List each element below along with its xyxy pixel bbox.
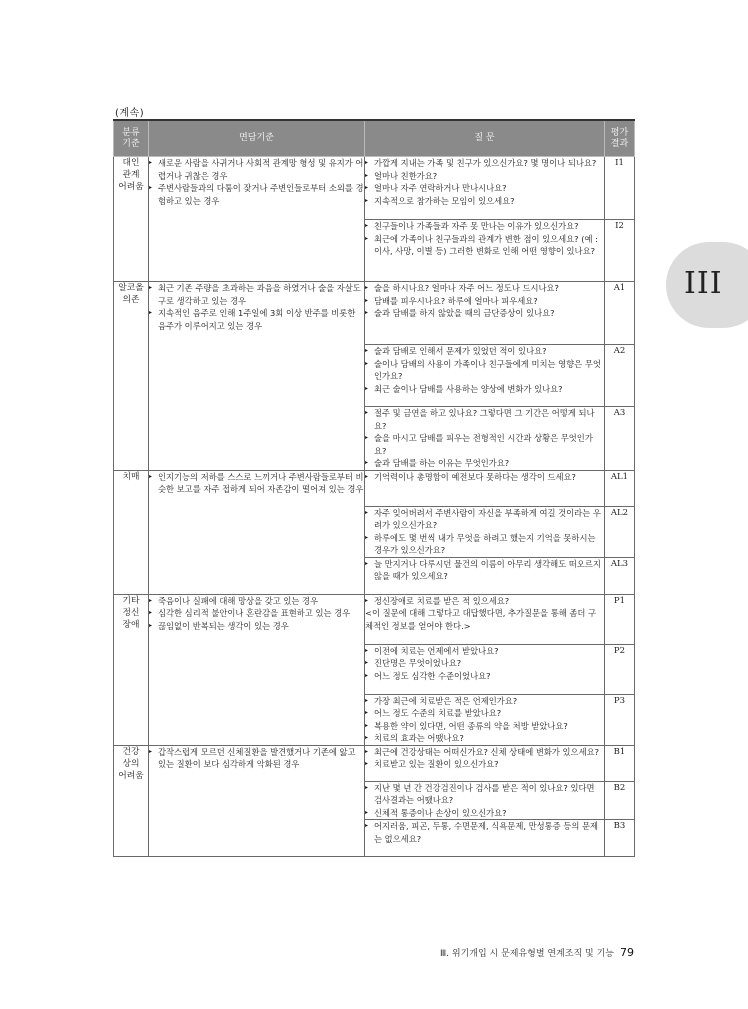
question-group <box>365 345 605 407</box>
question-item: ▸ 담배를 피우시나요? 하루에 얼마나 피우세요? <box>365 295 604 308</box>
criteria-list <box>149 595 364 633</box>
question-list <box>365 820 604 845</box>
question-group <box>365 557 605 594</box>
question-item: ▸ 이전에 치료는 언제에서 받았나요? <box>365 645 604 658</box>
section-category <box>114 470 149 594</box>
continued-label: (계속) <box>115 108 145 119</box>
criteria-item: ▸ 갑작스럽게 모르던 신체질환을 발견했거나 기존에 앓고 있는 질환이 보다 심각하게 악화된 경우 <box>149 746 364 771</box>
grade-code: B3 <box>605 820 635 857</box>
table-row <box>114 745 635 781</box>
question-list <box>365 595 604 633</box>
question-item: ▸ 최근에 가족이나 친구들과의 관계가 변한 점이 있으세요? (예 : 이사, 사망, 이별 등) 그러한 변화로 인해 어떤 영향이 있나요? <box>365 233 604 258</box>
grade-code: P2 <box>605 644 635 694</box>
criteria-item: ▸ 심각한 심리적 불안이나 혼란감을 표현하고 있는 경우 <box>149 607 364 620</box>
category-label: 대인 <box>122 158 140 168</box>
criteria-item: ▸ 인지기능의 저하를 스스로 느끼거나 주변사람들로부터 비슷한 보고를 자주 접하게 되어 자존감이 떨어져 있는 경우 <box>149 471 364 496</box>
category-label: 관계 <box>122 170 140 180</box>
criteria-list <box>149 746 364 771</box>
grade-code: A1 <box>605 282 635 345</box>
table-row <box>114 470 635 506</box>
grade-code: I1 <box>605 157 635 220</box>
criteria-item: ▸ 죽음이나 실패에 대해 망상을 갖고 있는 경우 <box>149 595 364 608</box>
header-category: 분류 기준 <box>114 120 149 157</box>
question-list <box>365 558 604 583</box>
page-footer <box>440 946 634 959</box>
question-item: ▸ 진단명은 무엇이었나요? <box>365 657 604 670</box>
header-grade: 평가 결과 <box>605 120 635 157</box>
chapter-tab-label: III <box>684 266 723 301</box>
question-group <box>365 407 605 471</box>
question-item: ▸ 지속적으로 참가하는 모임이 있으세요? <box>365 195 604 208</box>
category-label: 어려움 <box>118 182 144 192</box>
question-item: ▸ 어지러움, 피곤, 두통, 수면문제, 식욕문제, 만성통증 등의 문제는 없으세요? <box>365 820 604 845</box>
grade-code: B2 <box>605 781 635 820</box>
category-label: 알코올 <box>118 283 144 293</box>
section-criteria <box>149 594 365 745</box>
question-item: ▸ 술과 담배로 인해서 문제가 있었던 적이 있나요? <box>365 345 604 358</box>
section-criteria <box>149 470 365 594</box>
question-item: ▸ 절주 및 금연을 하고 있나요? 그렇다면 그 기간은 어떻게 되나요? <box>365 407 604 432</box>
table-row <box>114 157 635 220</box>
grade-code: P3 <box>605 694 635 745</box>
category-label: 장애 <box>122 619 140 630</box>
question-item: ▸ 자주 잊어버려서 주변사람이 자신을 부족하게 여길 것이라는 우려가 있으신가요? <box>365 507 604 532</box>
question-list <box>365 471 604 484</box>
question-item: ▸ 가깝게 지내는 가족 및 친구가 있으신가요? 몇 명이나 되나요? <box>365 157 604 170</box>
category-label: 치매 <box>122 471 140 482</box>
category-label: 의존 <box>122 295 140 305</box>
criteria-list <box>149 282 364 332</box>
question-list <box>365 282 604 320</box>
question-item: ▸ 얼마나 친한가요? <box>365 170 604 183</box>
criteria-item: ▸ 새로운 사람을 사귀거나 사회적 관계망 형성 및 유지가 어렵거나 귀찮은 경우 <box>149 157 364 182</box>
question-item: ▸ 친구들이나 가족들과 자주 못 만나는 이유가 있으신가요? <box>365 220 604 233</box>
question-item: ▸ 술이나 담배의 사용이 가족이나 친구들에게 미치는 영향은 무엇인가요? <box>365 358 604 383</box>
question-item: ▸ 복용한 약이 있다면, 어떤 종류의 약을 처방 받았나요? <box>365 720 604 733</box>
question-group <box>365 745 605 781</box>
page-number: 79 <box>620 946 634 959</box>
question-group <box>365 506 605 557</box>
grade-code: A2 <box>605 345 635 407</box>
grade-code: A3 <box>605 407 635 471</box>
question-item: ▸ 치료의 효과는 어땠나요? <box>365 732 604 745</box>
grade-code: P1 <box>605 594 635 644</box>
criteria-item: ▸ 끊임없이 반복되는 생각이 있는 경우 <box>149 620 364 633</box>
criteria-list <box>149 157 364 207</box>
category-label: 기타 <box>122 595 140 606</box>
question-item: ▸ 가장 최근에 치료받은 적은 언제인가요? <box>365 695 604 708</box>
grade-code: AL3 <box>605 557 635 594</box>
section-criteria <box>149 157 365 282</box>
section-category <box>114 594 149 745</box>
question-item: ▸ 술을 마시고 담배를 피우는 전형적인 시간과 상황은 무엇인가요? <box>365 432 604 457</box>
grade-code: AL1 <box>605 470 635 506</box>
table-row <box>114 282 635 345</box>
grade-code: I2 <box>605 220 635 282</box>
criteria-item: ▸ 주변사람들과의 다툼이 잦거나 주변인들로부터 소외를 경험하고 있는 경우 <box>149 182 364 207</box>
question-item: ▸ 어느 정도 수준의 치료를 받았나요? <box>365 707 604 720</box>
grade-code: B1 <box>605 745 635 781</box>
question-list <box>365 345 604 395</box>
question-item: ▸ 최근 술이나 담배를 사용하는 양상에 변화가 있나요? <box>365 383 604 396</box>
question-item: ▸ 하루에도 몇 번씩 내가 무엇을 하려고 했는지 기억을 못하시는 경우가 있으신가요? <box>365 532 604 557</box>
question-list <box>365 746 604 771</box>
question-group <box>365 220 605 282</box>
question-item: ▸ 지난 몇 년 간 건강검진이나 검사를 받은 적이 있나요? 있다면 검사결과는 어땠나요? <box>365 782 604 807</box>
table-row <box>114 594 635 644</box>
category-label: 상의 <box>122 758 140 769</box>
question-list <box>365 782 604 820</box>
table-header-row <box>114 120 635 157</box>
question-list <box>365 507 604 557</box>
question-item: ▸ 늘 만지거나 다루시던 물건의 이름이 아무리 생각해도 떠오르지 않을 때가 있으세요? <box>365 558 604 583</box>
section-category <box>114 157 149 282</box>
question-list <box>365 407 604 470</box>
question-item: ▸ 얼마나 자주 연락하거나 만나시나요? <box>365 182 604 195</box>
criteria-list <box>149 471 364 496</box>
question-group <box>365 694 605 745</box>
question-list <box>365 645 604 683</box>
category-label: 정신 <box>122 607 140 618</box>
question-item: <이 질문에 대해 그렇다고 대답했다면, 추가질문을 통해 좀더 구체적인 정보를 얻어야 한다.> <box>365 608 597 631</box>
question-group <box>365 282 605 345</box>
section-category <box>114 745 149 857</box>
question-list <box>365 220 604 258</box>
footer-text: Ⅲ. 위기개입 시 문제유형별 연계조직 및 기능 <box>439 949 614 959</box>
question-group <box>365 470 605 506</box>
question-item: ▸ 술을 하시나요? 얼마나 자주 어느 정도나 드시나요? <box>365 282 604 295</box>
question-group <box>365 644 605 694</box>
question-item: ▸ 최근에 건강상태는 어떠신가요? 신체 상태에 변화가 있으세요? <box>365 746 604 759</box>
category-label: 어려움 <box>118 770 144 781</box>
question-item: ▸ 술과 담배를 하지 않았을 때의 금단증상이 있나요? <box>365 307 604 320</box>
criteria-item: ▸ 최근 기존 주량을 초과하는 과음을 하였거나 술을 자살도구로 생각하고 있는 경우 <box>149 282 364 307</box>
chapter-tab <box>666 242 748 328</box>
question-list <box>365 157 604 207</box>
section-category <box>114 282 149 471</box>
section-criteria <box>149 745 365 857</box>
header-criteria: 면담기준 <box>149 120 365 157</box>
category-label: 건강 <box>122 746 140 757</box>
question-list <box>365 695 604 745</box>
question-item: ▸ 신체적 통증이나 손상이 있으신가요? <box>365 807 604 820</box>
question-item: ▸ 치료받고 있는 질환이 있으신가요? <box>365 758 604 771</box>
question-item: ▸ 정신장애로 치료를 받은 적 있으세요? <box>365 595 604 608</box>
question-item: ▸ 어느 정도 심각한 수준이었나요? <box>365 670 604 683</box>
question-item: ▸ 기억력이나 총명함이 예전보다 못하다는 생각이 드세요? <box>365 471 604 484</box>
section-criteria <box>149 282 365 471</box>
question-group <box>365 594 605 644</box>
criteria-item: ▸ 지속적인 음주로 인해 1주일에 3회 이상 반주를 비롯한 음주가 이루어지고 있는 경우 <box>149 307 364 332</box>
question-group <box>365 820 605 857</box>
question-group <box>365 781 605 820</box>
grade-code: AL2 <box>605 506 635 557</box>
question-item: ▸ 술과 담배를 하는 이유는 무엇인가요? <box>365 457 604 470</box>
interview-criteria-table <box>113 119 635 857</box>
header-questions: 질 문 <box>365 120 605 157</box>
question-group <box>365 157 605 220</box>
